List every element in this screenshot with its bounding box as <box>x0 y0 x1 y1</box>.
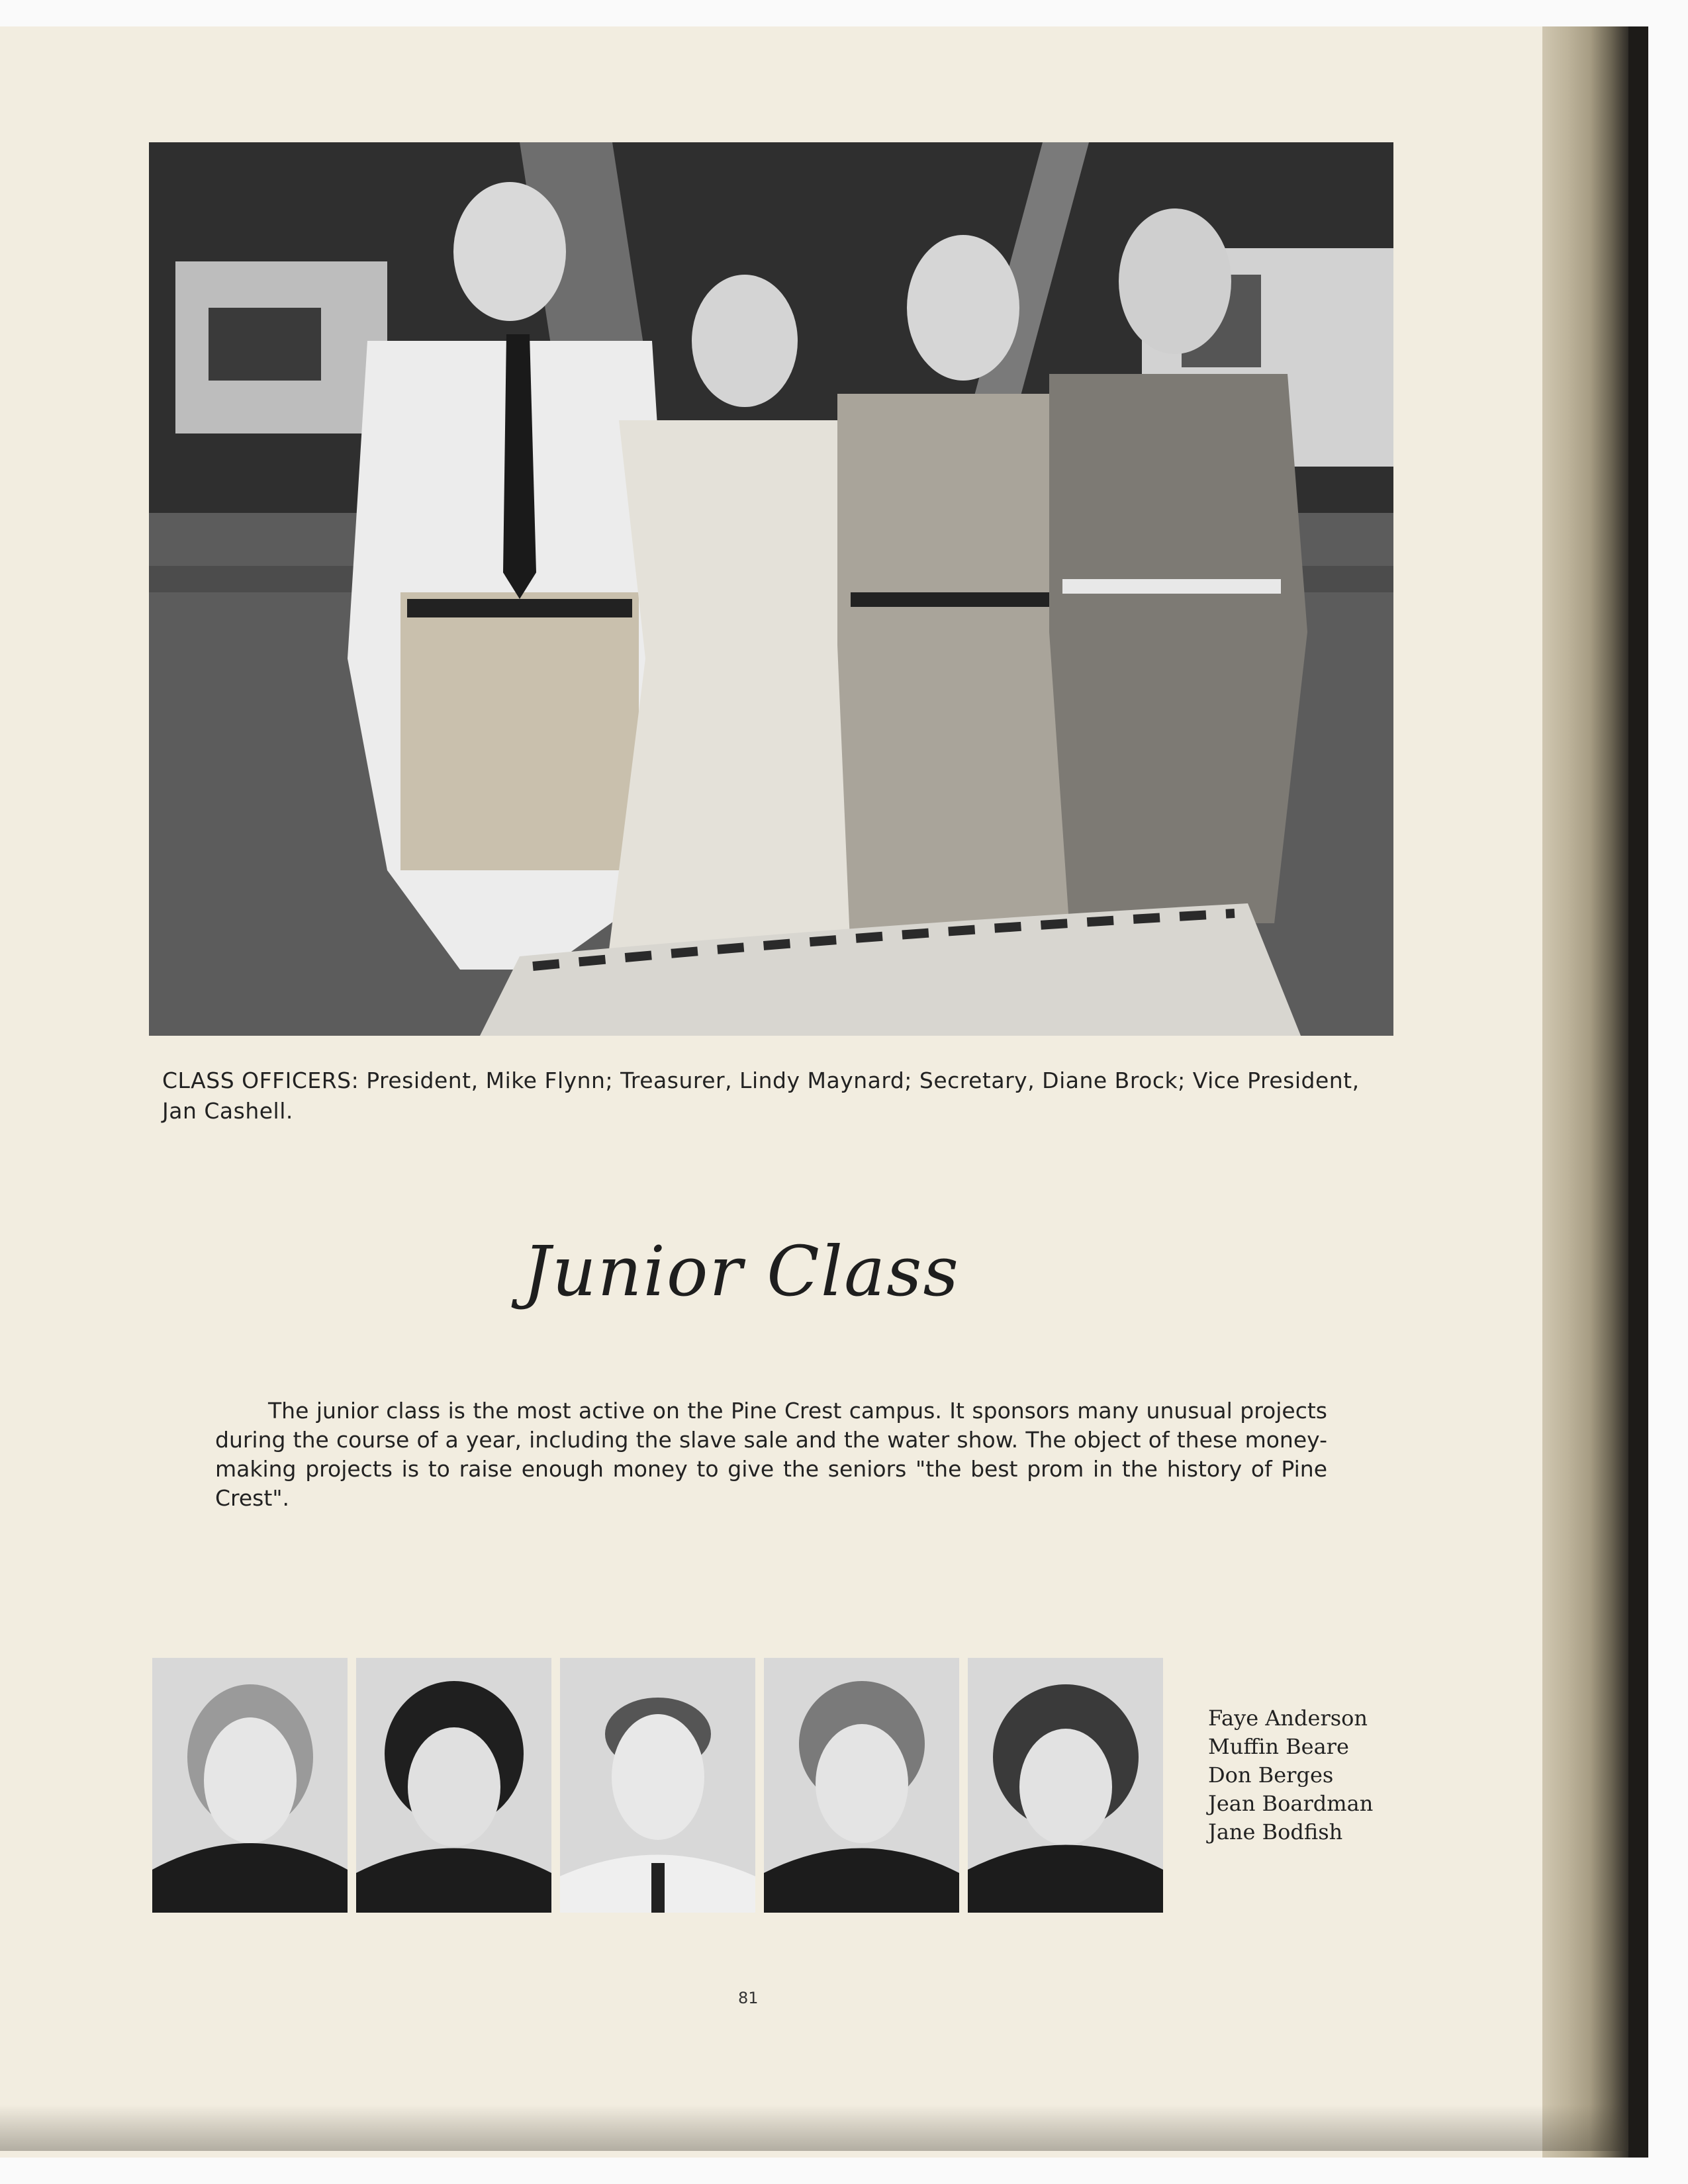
student-name: Don Berges <box>1208 1762 1334 1788</box>
page-bottom-shadow <box>0 2105 1628 2151</box>
student-name: Faye Anderson <box>1208 1706 1368 1731</box>
student-name: Muffin Beare <box>1208 1734 1349 1759</box>
portrait-jean-boardman <box>764 1658 959 1913</box>
class-officers-photo <box>149 142 1393 1036</box>
portrait-row <box>152 1658 1175 1913</box>
student-name: Jane Bodfish <box>1208 1819 1343 1844</box>
page-number: 81 <box>738 1989 759 2007</box>
photo-caption: CLASS OFFICERS: President, Mike Flynn; Treasurer, Lindy Maynard; Secretary, Diane Brock; Vice President, Jan Cashell. <box>162 1068 1360 1124</box>
portrait-names-list <box>1208 1704 1373 1846</box>
portrait-don-berges <box>560 1658 755 1913</box>
section-title: Junior Class <box>523 1231 960 1312</box>
portrait-muffin-beare <box>356 1658 551 1913</box>
book-spine <box>1542 26 1628 2158</box>
book-edge <box>1628 26 1648 2158</box>
section-body-text: The junior class is the most active on the Pine Crest campus. It sponsors many unusual projects during the course of a year, including the slave sale and the water show. The object of these money-making projects is to raise enough money to give the seniors "the best prom in the history of Pine Crest". <box>215 1398 1327 1511</box>
student-name: Jean Boardman <box>1208 1791 1374 1816</box>
portrait-faye-anderson <box>152 1658 348 1913</box>
portrait-jane-bodfish <box>968 1658 1163 1913</box>
